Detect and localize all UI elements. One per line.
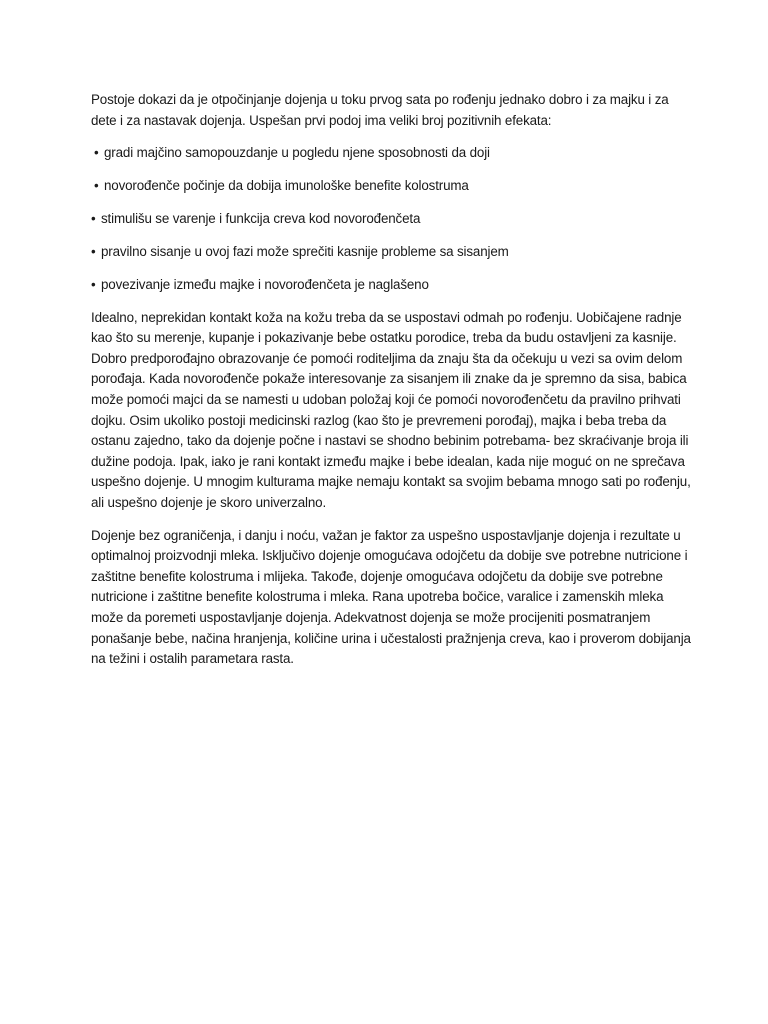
bullet-dot: • xyxy=(91,243,96,259)
document-page xyxy=(91,90,691,682)
bullet-text: povezivanje između majke i novorođenčeta je naglašeno xyxy=(101,276,429,292)
bullet-text: novorođenče počinje da dobija imunološke benefite kolostruma xyxy=(104,178,469,194)
bullet-dot: • xyxy=(91,210,96,226)
body-paragraph-2: Dojenje bez ograničenja, i danju i noću, važan je faktor za uspešno uspostavljanje dojenja i rezultate u optimalnoj proizvodnji mleka. Isključivo dojenje omogućava odojčetu da dobije sve potrebne nutricione i zaštitne benefite kolostruma i mlijeka. Takođe, dojenje omogućava odojčetu da dobije sve potrebne nutricione i zaštitne benefite kolostruma i mleka. Rana upotreba bočice, varalice i zamenskih mleka može da poremeti uspostavljanje dojenja. Adekvatnost dojenja se može procijeniti posmatranjem ponašanje bebe, načina hranjenja, količine urina i učestalosti pražnjenja creva, kao i proverom dobijanja na težini i ostalih parametara rasta. xyxy=(91,527,691,667)
bullet-text: pravilno sisanje u ovoj fazi može sprečiti kasnije probleme sa sisanjem xyxy=(101,243,509,259)
bullet-item-5 xyxy=(91,275,691,296)
bullet-text: gradi majčino samopouzdanje u pogledu njene sposobnosti da doji xyxy=(104,145,490,161)
bullet-dot: • xyxy=(94,145,99,161)
bullet-dot: • xyxy=(94,178,99,194)
bullet-item-3 xyxy=(91,209,691,230)
bullet-item-2 xyxy=(91,176,691,197)
bullet-dot: • xyxy=(91,276,96,292)
bullet-text: stimulišu se varenje i funkcija creva kod novorođenčeta xyxy=(101,210,421,226)
body-paragraph-1: Idealno, neprekidan kontakt koža na kožu treba da se uspostavi odmah po rođenju. Uobičajene radnje kao što su merenje, kupanje i pokazivanje bebe ostatku porodice, treba da budu ostavljeni za kasnije. Dobro predporođajno obrazovanje će pomoći roditeljima da znaju šta da očekuju u vezi sa ovim delom porođaja. Kada novorođenče pokaže interesovanje za sisanjem ili znake da je spremno da sisa, babica može pomoći majci da se namesti u udoban položaj koji će pomoći novorođenčetu da pravilno prihvati dojku. Osim ukoliko postoji medicinski razlog (kao što je prevremeni porođaj), majka i beba treba da ostanu zajedno, tako da dojenje počne i nastavi se shodno bebinim potrebama- bez skraćivanje broja ili dužine podoja. Ipak, iako je rani kontakt između majke i bebe idealan, kada nije moguć on ne sprečava uspešno dojenje. U mnogim kulturama majke nemaju kontakt sa svojim bebama mnogo sati po rođenju, ali uspešno dojenje je skoro univerzalno. xyxy=(91,309,691,510)
bullet-item-4 xyxy=(91,242,691,263)
bullet-item-1 xyxy=(91,143,691,164)
intro-paragraph: Postoje dokazi da je otpočinjanje dojenja u toku prvog sata po rođenju jednako dobro i za majku i za dete i za nastavak dojenja. Uspešan prvi podoj ima veliki broj pozitivnih efekata: xyxy=(91,92,669,128)
